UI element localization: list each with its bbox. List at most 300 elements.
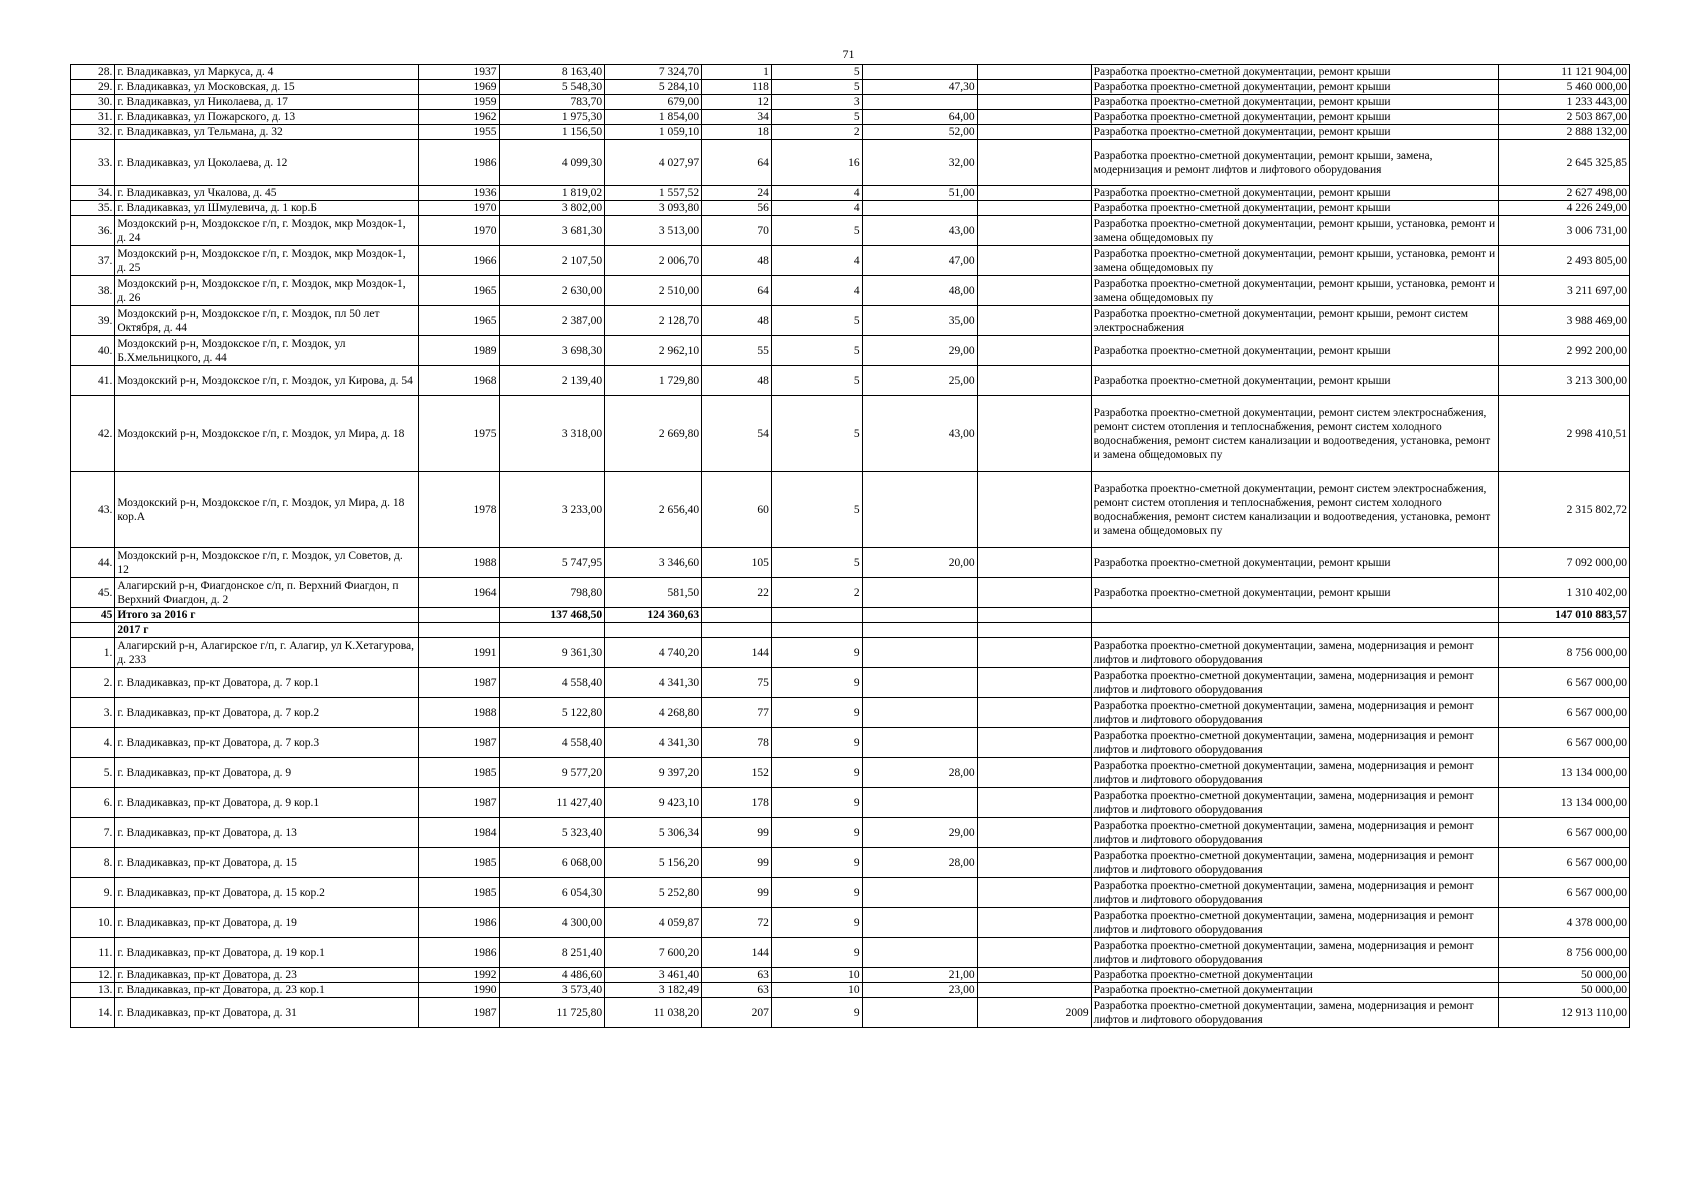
cost-cell: 2 645 325,85 — [1499, 140, 1630, 186]
address-cell: г. Владикавказ, ул Шмулевича, д. 1 кор.Б — [115, 201, 419, 216]
address-cell: г. Владикавказ, пр-кт Доватора, д. 9 кор.1 — [115, 788, 419, 818]
residents-cell: 64 — [702, 276, 772, 306]
living-area-cell: 3 182,49 — [605, 983, 702, 998]
floors-cell: 5 — [771, 472, 862, 548]
year-built-cell: 1988 — [419, 698, 499, 728]
total-area-cell: 3 698,30 — [499, 336, 605, 366]
address-cell: г. Владикавказ, ул Пожарского, д. 13 — [115, 110, 419, 125]
work-type-cell: Разработка проектно-сметной документации, замена, модернизация и ремонт лифтов и лифтового оборудования — [1091, 998, 1498, 1028]
living-area-cell: 1 557,52 — [605, 186, 702, 201]
table-row — [71, 396, 1630, 472]
row-number: 6. — [71, 788, 115, 818]
wear-percent-cell — [862, 668, 977, 698]
last-repair-year-cell — [977, 908, 1091, 938]
total-area-cell — [499, 623, 605, 638]
table-row — [71, 908, 1630, 938]
wear-percent-cell — [862, 623, 977, 638]
total-area-cell: 2 387,00 — [499, 306, 605, 336]
cost-cell: 2 992 200,00 — [1499, 336, 1630, 366]
table-row — [71, 638, 1630, 668]
residents-cell: 77 — [702, 698, 772, 728]
table-row — [71, 728, 1630, 758]
wear-percent-cell — [862, 578, 977, 608]
last-repair-year-cell — [977, 983, 1091, 998]
work-type-cell: Разработка проектно-сметной документации, ремонт крыши — [1091, 201, 1498, 216]
year-built-cell: 1970 — [419, 216, 499, 246]
wear-percent-cell: 48,00 — [862, 276, 977, 306]
address-cell: г. Владикавказ, пр-кт Доватора, д. 31 — [115, 998, 419, 1028]
total-area-cell: 8 163,40 — [499, 65, 605, 80]
year-built-cell: 1962 — [419, 110, 499, 125]
wear-percent-cell: 29,00 — [862, 818, 977, 848]
address-cell: Моздокский р-н, Моздокское г/п, г. Моздок, пл 50 лет Октября, д. 44 — [115, 306, 419, 336]
row-number: 39. — [71, 306, 115, 336]
row-number: 29. — [71, 80, 115, 95]
row-number: 28. — [71, 65, 115, 80]
living-area-cell: 7 600,20 — [605, 938, 702, 968]
table-row — [71, 140, 1630, 186]
wear-percent-cell — [862, 472, 977, 548]
work-type-cell: Разработка проектно-сметной документации, ремонт крыши — [1091, 336, 1498, 366]
residents-cell: 12 — [702, 95, 772, 110]
total-area-cell: 5 747,95 — [499, 548, 605, 578]
living-area-cell: 124 360,63 — [605, 608, 702, 623]
row-number: 5. — [71, 758, 115, 788]
floors-cell: 5 — [771, 80, 862, 95]
last-repair-year-cell — [977, 140, 1091, 186]
address-cell: 2017 г — [115, 623, 419, 638]
floors-cell: 9 — [771, 728, 862, 758]
table-row — [71, 788, 1630, 818]
cost-cell: 12 913 110,00 — [1499, 998, 1630, 1028]
work-type-cell: Разработка проектно-сметной документации, замена, модернизация и ремонт лифтов и лифтового оборудования — [1091, 728, 1498, 758]
total-area-cell: 2 630,00 — [499, 276, 605, 306]
wear-percent-cell — [862, 788, 977, 818]
row-number: 34. — [71, 186, 115, 201]
table-row — [71, 983, 1630, 998]
wear-percent-cell — [862, 65, 977, 80]
living-area-cell: 11 038,20 — [605, 998, 702, 1028]
year-built-cell: 1987 — [419, 788, 499, 818]
work-type-cell: Разработка проектно-сметной документации, ремонт крыши — [1091, 186, 1498, 201]
table-row — [71, 848, 1630, 878]
living-area-cell: 3 513,00 — [605, 216, 702, 246]
work-type-cell: Разработка проектно-сметной документации, ремонт крыши — [1091, 80, 1498, 95]
wear-percent-cell — [862, 608, 977, 623]
total-area-cell: 1 975,30 — [499, 110, 605, 125]
last-repair-year-cell — [977, 788, 1091, 818]
floors-cell: 9 — [771, 638, 862, 668]
living-area-cell: 1 059,10 — [605, 125, 702, 140]
total-area-cell: 783,70 — [499, 95, 605, 110]
table-row — [71, 878, 1630, 908]
total-area-cell: 5 323,40 — [499, 818, 605, 848]
wear-percent-cell: 35,00 — [862, 306, 977, 336]
wear-percent-cell: 29,00 — [862, 336, 977, 366]
address-cell: Моздокский р-н, Моздокское г/п, г. Моздок, ул Советов, д. 12 — [115, 548, 419, 578]
row-number: 36. — [71, 216, 115, 246]
work-type-cell: Разработка проектно-сметной документации, замена, модернизация и ремонт лифтов и лифтового оборудования — [1091, 878, 1498, 908]
wear-percent-cell: 28,00 — [862, 848, 977, 878]
row-number: 32. — [71, 125, 115, 140]
year-built-cell — [419, 623, 499, 638]
living-area-cell: 3 093,80 — [605, 201, 702, 216]
work-type-cell: Разработка проектно-сметной документации, ремонт крыши — [1091, 578, 1498, 608]
living-area-cell: 581,50 — [605, 578, 702, 608]
living-area-cell: 2 656,40 — [605, 472, 702, 548]
cost-cell: 50 000,00 — [1499, 983, 1630, 998]
year-built-cell: 1987 — [419, 668, 499, 698]
floors-cell: 5 — [771, 336, 862, 366]
total-area-cell: 6 054,30 — [499, 878, 605, 908]
living-area-cell: 9 397,20 — [605, 758, 702, 788]
address-cell: г. Владикавказ, пр-кт Доватора, д. 15 — [115, 848, 419, 878]
cost-cell: 2 493 805,00 — [1499, 246, 1630, 276]
last-repair-year-cell — [977, 848, 1091, 878]
work-type-cell: Разработка проектно-сметной документации — [1091, 983, 1498, 998]
residents-cell: 48 — [702, 366, 772, 396]
year-built-cell: 1959 — [419, 95, 499, 110]
year-built-cell: 1969 — [419, 80, 499, 95]
wear-percent-cell: 43,00 — [862, 216, 977, 246]
cost-cell: 2 315 802,72 — [1499, 472, 1630, 548]
capital-repair-table — [70, 64, 1630, 1028]
table-row — [71, 578, 1630, 608]
last-repair-year-cell — [977, 366, 1091, 396]
address-cell: г. Владикавказ, ул Николаева, д. 17 — [115, 95, 419, 110]
year-built-cell: 1989 — [419, 336, 499, 366]
year-built-cell: 1936 — [419, 186, 499, 201]
work-type-cell: Разработка проектно-сметной документации, ремонт систем электроснабжения, ремонт систем отопления и теплоснабжения, ремонт систем холодного водоснабжения, ремонт систем канализации и водоотведения, установка, ремонт и замена общедомовых пу — [1091, 472, 1498, 548]
work-type-cell: Разработка проектно-сметной документации, ремонт крыши, замена, модернизация и ремонт лифтов и лифтового оборудования — [1091, 140, 1498, 186]
floors-cell: 2 — [771, 125, 862, 140]
row-number: 9. — [71, 878, 115, 908]
row-number: 43. — [71, 472, 115, 548]
work-type-cell: Разработка проектно-сметной документации, ремонт крыши — [1091, 125, 1498, 140]
total-area-cell: 4 558,40 — [499, 728, 605, 758]
floors-cell: 4 — [771, 201, 862, 216]
year-built-cell: 1986 — [419, 938, 499, 968]
living-area-cell: 4 027,97 — [605, 140, 702, 186]
year-built-cell: 1985 — [419, 758, 499, 788]
residents-cell: 105 — [702, 548, 772, 578]
residents-cell: 56 — [702, 201, 772, 216]
living-area-cell: 2 128,70 — [605, 306, 702, 336]
table-row — [71, 968, 1630, 983]
total-area-cell: 3 802,00 — [499, 201, 605, 216]
living-area-cell: 4 341,30 — [605, 668, 702, 698]
wear-percent-cell — [862, 728, 977, 758]
table-row — [71, 186, 1630, 201]
floors-cell: 9 — [771, 668, 862, 698]
year-built-cell: 1964 — [419, 578, 499, 608]
floors-cell: 5 — [771, 65, 862, 80]
living-area-cell: 2 962,10 — [605, 336, 702, 366]
work-type-cell — [1091, 623, 1498, 638]
floors-cell: 9 — [771, 698, 862, 728]
total-area-cell: 4 558,40 — [499, 668, 605, 698]
table-row — [71, 548, 1630, 578]
work-type-cell: Разработка проектно-сметной документации, ремонт крыши, ремонт систем электроснабжения — [1091, 306, 1498, 336]
cost-cell: 3 211 697,00 — [1499, 276, 1630, 306]
wear-percent-cell: 21,00 — [862, 968, 977, 983]
residents-cell: 55 — [702, 336, 772, 366]
last-repair-year-cell — [977, 608, 1091, 623]
year-built-cell: 1937 — [419, 65, 499, 80]
cost-cell: 50 000,00 — [1499, 968, 1630, 983]
floors-cell: 4 — [771, 246, 862, 276]
row-number: 31. — [71, 110, 115, 125]
residents-cell: 207 — [702, 998, 772, 1028]
last-repair-year-cell — [977, 638, 1091, 668]
year-built-cell: 1984 — [419, 818, 499, 848]
total-area-cell: 2 107,50 — [499, 246, 605, 276]
row-number: 45. — [71, 578, 115, 608]
living-area-cell: 1 854,00 — [605, 110, 702, 125]
row-number: 35. — [71, 201, 115, 216]
residents-cell: 22 — [702, 578, 772, 608]
year-built-cell: 1990 — [419, 983, 499, 998]
address-cell: г. Владикавказ, пр-кт Доватора, д. 19 — [115, 908, 419, 938]
last-repair-year-cell — [977, 186, 1091, 201]
last-repair-year-cell — [977, 65, 1091, 80]
table-row — [71, 818, 1630, 848]
residents-cell: 54 — [702, 396, 772, 472]
living-area-cell: 4 341,30 — [605, 728, 702, 758]
cost-cell: 2 888 132,00 — [1499, 125, 1630, 140]
last-repair-year-cell — [977, 668, 1091, 698]
wear-percent-cell: 47,30 — [862, 80, 977, 95]
residents-cell: 99 — [702, 878, 772, 908]
total-area-cell: 4 300,00 — [499, 908, 605, 938]
living-area-cell: 3 346,60 — [605, 548, 702, 578]
last-repair-year-cell — [977, 95, 1091, 110]
year-built-cell: 1955 — [419, 125, 499, 140]
last-repair-year-cell: 2009 — [977, 998, 1091, 1028]
wear-percent-cell: 64,00 — [862, 110, 977, 125]
total-area-cell: 137 468,50 — [499, 608, 605, 623]
work-type-cell: Разработка проектно-сметной документации, ремонт крыши, установка, ремонт и замена общедомовых пу — [1091, 276, 1498, 306]
table-row — [71, 306, 1630, 336]
work-type-cell — [1091, 608, 1498, 623]
address-cell: Алагирский р-н, Фиагдонское с/п, п. Верхний Фиагдон, п Верхний Фиагдон, д. 2 — [115, 578, 419, 608]
last-repair-year-cell — [977, 472, 1091, 548]
residents-cell: 48 — [702, 246, 772, 276]
row-number: 14. — [71, 998, 115, 1028]
total-area-cell: 9 577,20 — [499, 758, 605, 788]
work-type-cell: Разработка проектно-сметной документации, замена, модернизация и ремонт лифтов и лифтового оборудования — [1091, 698, 1498, 728]
floors-cell: 5 — [771, 110, 862, 125]
living-area-cell: 4 059,87 — [605, 908, 702, 938]
address-cell: Моздокский р-н, Моздокское г/п, г. Моздок, мкр Моздок-1, д. 24 — [115, 216, 419, 246]
cost-cell: 4 226 249,00 — [1499, 201, 1630, 216]
wear-percent-cell — [862, 638, 977, 668]
floors-cell: 3 — [771, 95, 862, 110]
residents-cell: 99 — [702, 818, 772, 848]
wear-percent-cell — [862, 998, 977, 1028]
last-repair-year-cell — [977, 878, 1091, 908]
last-repair-year-cell — [977, 548, 1091, 578]
floors-cell: 10 — [771, 968, 862, 983]
address-cell: г. Владикавказ, ул Чкалова, д. 45 — [115, 186, 419, 201]
address-cell: г. Владикавказ, пр-кт Доватора, д. 7 кор.2 — [115, 698, 419, 728]
row-number: 38. — [71, 276, 115, 306]
total-area-cell: 3 573,40 — [499, 983, 605, 998]
table-row — [71, 668, 1630, 698]
residents-cell: 60 — [702, 472, 772, 548]
wear-percent-cell — [862, 201, 977, 216]
page-number: 71 — [842, 47, 855, 61]
address-cell: г. Владикавказ, ул Маркуса, д. 4 — [115, 65, 419, 80]
wear-percent-cell — [862, 698, 977, 728]
address-cell: г. Владикавказ, пр-кт Доватора, д. 7 кор.1 — [115, 668, 419, 698]
floors-cell — [771, 608, 862, 623]
work-type-cell: Разработка проектно-сметной документации, ремонт систем электроснабжения, ремонт систем отопления и теплоснабжения, ремонт систем холодного водоснабжения, ремонт систем канализации и водоотведения, установка, ремонт и замена общедомовых пу — [1091, 396, 1498, 472]
cost-cell: 13 134 000,00 — [1499, 758, 1630, 788]
year-built-cell: 1991 — [419, 638, 499, 668]
work-type-cell: Разработка проектно-сметной документации, замена, модернизация и ремонт лифтов и лифтового оборудования — [1091, 758, 1498, 788]
living-area-cell: 2 006,70 — [605, 246, 702, 276]
work-type-cell: Разработка проектно-сметной документации, ремонт крыши, установка, ремонт и замена общедомовых пу — [1091, 246, 1498, 276]
year-built-cell: 1987 — [419, 728, 499, 758]
floors-cell: 4 — [771, 276, 862, 306]
cost-cell: 6 567 000,00 — [1499, 848, 1630, 878]
residents-cell: 75 — [702, 668, 772, 698]
row-number: 37. — [71, 246, 115, 276]
work-type-cell: Разработка проектно-сметной документации, замена, модернизация и ремонт лифтов и лифтового оборудования — [1091, 818, 1498, 848]
row-number: 10. — [71, 908, 115, 938]
cost-cell — [1499, 623, 1630, 638]
total-area-cell: 5 548,30 — [499, 80, 605, 95]
living-area-cell: 1 729,80 — [605, 366, 702, 396]
table-body — [71, 65, 1630, 1028]
floors-cell: 5 — [771, 306, 862, 336]
table-row — [71, 80, 1630, 95]
residents-cell: 18 — [702, 125, 772, 140]
year-built-cell: 1985 — [419, 848, 499, 878]
cost-cell: 147 010 883,57 — [1499, 608, 1630, 623]
residents-cell: 144 — [702, 638, 772, 668]
total-area-cell: 4 099,30 — [499, 140, 605, 186]
residents-cell: 63 — [702, 983, 772, 998]
residents-cell: 34 — [702, 110, 772, 125]
residents-cell: 64 — [702, 140, 772, 186]
cost-cell: 13 134 000,00 — [1499, 788, 1630, 818]
work-type-cell: Разработка проектно-сметной документации, ремонт крыши — [1091, 95, 1498, 110]
floors-cell — [771, 623, 862, 638]
work-type-cell: Разработка проектно-сметной документации, замена, модернизация и ремонт лифтов и лифтового оборудования — [1091, 788, 1498, 818]
year-built-cell: 1970 — [419, 201, 499, 216]
cost-cell: 3 006 731,00 — [1499, 216, 1630, 246]
last-repair-year-cell — [977, 728, 1091, 758]
wear-percent-cell: 25,00 — [862, 366, 977, 396]
floors-cell: 4 — [771, 186, 862, 201]
total-area-cell: 3 233,00 — [499, 472, 605, 548]
wear-percent-cell: 28,00 — [862, 758, 977, 788]
living-area-cell: 2 510,00 — [605, 276, 702, 306]
residents-cell: 63 — [702, 968, 772, 983]
wear-percent-cell: 23,00 — [862, 983, 977, 998]
floors-cell: 9 — [771, 848, 862, 878]
year-built-cell — [419, 608, 499, 623]
total-area-cell: 4 486,60 — [499, 968, 605, 983]
year-built-cell: 1975 — [419, 396, 499, 472]
work-type-cell: Разработка проектно-сметной документации, замена, модернизация и ремонт лифтов и лифтового оборудования — [1091, 908, 1498, 938]
total-area-cell: 1 819,02 — [499, 186, 605, 201]
work-type-cell: Разработка проектно-сметной документации, замена, модернизация и ремонт лифтов и лифтового оборудования — [1091, 848, 1498, 878]
row-number — [71, 623, 115, 638]
table-row — [71, 472, 1630, 548]
total-row — [71, 608, 1630, 623]
row-number: 4. — [71, 728, 115, 758]
cost-cell: 2 998 410,51 — [1499, 396, 1630, 472]
last-repair-year-cell — [977, 110, 1091, 125]
wear-percent-cell: 51,00 — [862, 186, 977, 201]
table-row — [71, 998, 1630, 1028]
living-area-cell: 5 306,34 — [605, 818, 702, 848]
floors-cell: 9 — [771, 818, 862, 848]
work-type-cell: Разработка проектно-сметной документации — [1091, 968, 1498, 983]
cost-cell: 8 756 000,00 — [1499, 938, 1630, 968]
row-number: 7. — [71, 818, 115, 848]
row-number: 1. — [71, 638, 115, 668]
total-area-cell: 2 139,40 — [499, 366, 605, 396]
address-cell: г. Владикавказ, пр-кт Доватора, д. 7 кор.3 — [115, 728, 419, 758]
floors-cell: 5 — [771, 216, 862, 246]
wear-percent-cell: 52,00 — [862, 125, 977, 140]
cost-cell: 2 503 867,00 — [1499, 110, 1630, 125]
floors-cell: 5 — [771, 396, 862, 472]
floors-cell: 10 — [771, 983, 862, 998]
table-row — [71, 216, 1630, 246]
last-repair-year-cell — [977, 938, 1091, 968]
living-area-cell: 3 461,40 — [605, 968, 702, 983]
total-area-cell: 6 068,00 — [499, 848, 605, 878]
address-cell: г. Владикавказ, пр-кт Доватора, д. 23 — [115, 968, 419, 983]
wear-percent-cell: 43,00 — [862, 396, 977, 472]
residents-cell: 72 — [702, 908, 772, 938]
total-area-cell: 11 427,40 — [499, 788, 605, 818]
last-repair-year-cell — [977, 125, 1091, 140]
wear-percent-cell — [862, 908, 977, 938]
address-cell: Моздокский р-н, Моздокское г/п, г. Моздок, ул Мира, д. 18 кор.А — [115, 472, 419, 548]
row-number: 3. — [71, 698, 115, 728]
living-area-cell: 9 423,10 — [605, 788, 702, 818]
table-row — [71, 65, 1630, 80]
total-area-cell: 9 361,30 — [499, 638, 605, 668]
address-cell: г. Владикавказ, пр-кт Доватора, д. 23 кор.1 — [115, 983, 419, 998]
residents-cell: 178 — [702, 788, 772, 818]
address-cell: г. Владикавказ, ул Тельмана, д. 32 — [115, 125, 419, 140]
table-row — [71, 110, 1630, 125]
residents-cell: 118 — [702, 80, 772, 95]
last-repair-year-cell — [977, 80, 1091, 95]
address-cell: г. Владикавказ, пр-кт Доватора, д. 15 кор.2 — [115, 878, 419, 908]
total-area-cell: 1 156,50 — [499, 125, 605, 140]
living-area-cell: 4 268,80 — [605, 698, 702, 728]
cost-cell: 8 756 000,00 — [1499, 638, 1630, 668]
work-type-cell: Разработка проектно-сметной документации, замена, модернизация и ремонт лифтов и лифтового оборудования — [1091, 938, 1498, 968]
cost-cell: 4 378 000,00 — [1499, 908, 1630, 938]
address-cell: Моздокский р-н, Моздокское г/п, г. Моздок, ул Б.Хмельницкого, д. 44 — [115, 336, 419, 366]
year-header-row — [71, 623, 1630, 638]
floors-cell: 16 — [771, 140, 862, 186]
cost-cell: 2 627 498,00 — [1499, 186, 1630, 201]
last-repair-year-cell — [977, 698, 1091, 728]
residents-cell: 152 — [702, 758, 772, 788]
row-number: 45 — [71, 608, 115, 623]
total-area-cell: 798,80 — [499, 578, 605, 608]
